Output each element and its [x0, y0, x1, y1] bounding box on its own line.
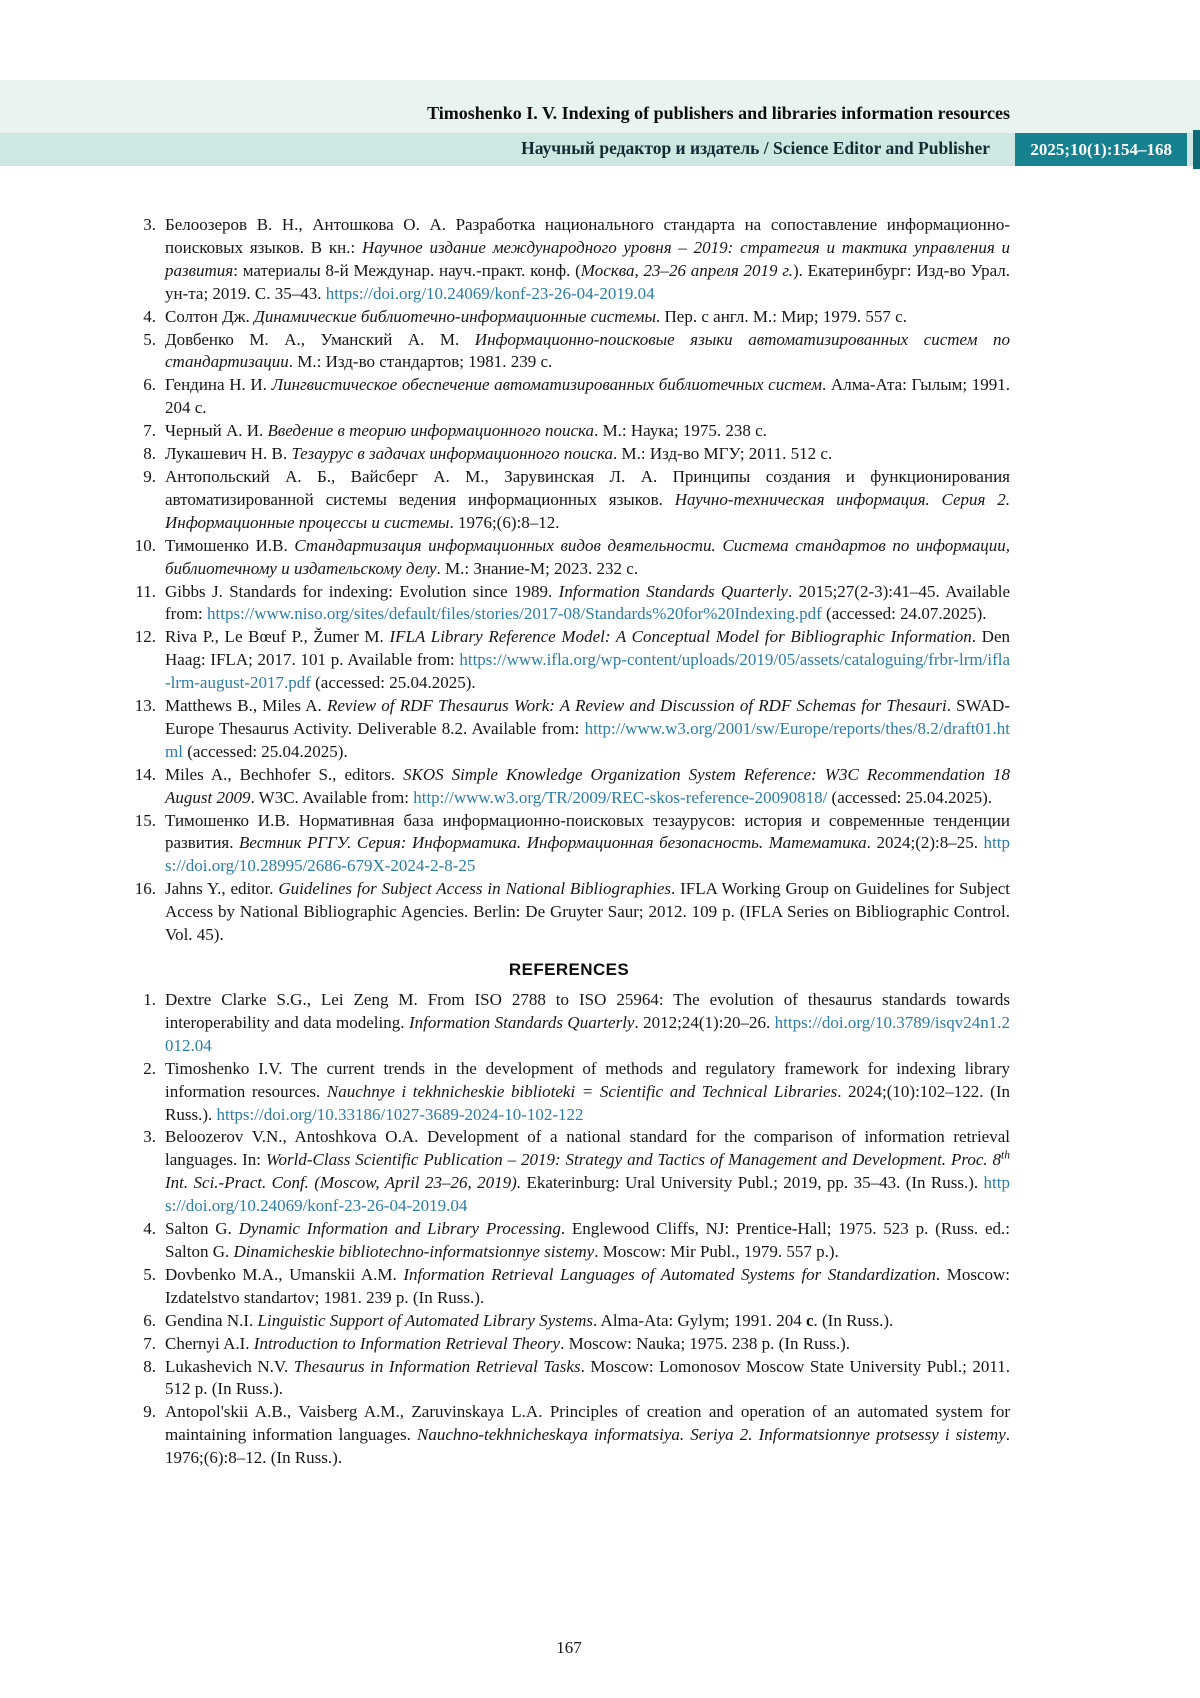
reference-link[interactable]: https://doi.org/10.24069/konf-23-26-04-2019.04 — [325, 283, 655, 303]
reference-item — [128, 1218, 1010, 1264]
reference-segment: . (In Russ.). — [813, 1310, 894, 1330]
reference-segment: Белоозеров В. Н., Антошкова О. А. Разработка национального стандарта на сопоставление информационно-поисковых языков. В кн.: — [165, 215, 1010, 257]
english-reference-list — [128, 989, 1010, 1470]
reference-text — [165, 1126, 1010, 1218]
reference-number: 3. — [143, 215, 156, 234]
reference-segment: . W3C. Available from: — [250, 787, 414, 807]
reference-segment: : материалы 8-й Междунар. науч.-практ. конф. ( — [233, 260, 581, 280]
reference-segment: . М.: Знание-М; 2023. 232 с. — [436, 558, 639, 578]
reference-number: 5. — [143, 1264, 156, 1284]
reference-segment: Review of RDF Thesaurus Work: A Review and Discussion of RDF Schemas for Thesauri — [327, 696, 947, 716]
reference-segment: c — [805, 1310, 814, 1330]
reference-segment: . Englewood Cliffs, NJ: Prentice-Hall; 1975. 523 p. (Russ. ed.: Salton G. — [165, 1219, 1010, 1261]
reference-item — [128, 1264, 1010, 1310]
reference-number: 8. — [143, 1356, 156, 1376]
reference-segment: Dovbenko M.A., Umanskii A.M. — [165, 1264, 404, 1284]
reference-number: 1. — [143, 990, 156, 1009]
reference-segment: Стандартизация информационных видов деятельности. Система стандартов по информации, библиотечному и издательскому делу — [165, 535, 1011, 578]
journal-title: Научный редактор и издатель / Science Editor and Publisher — [521, 138, 990, 158]
reference-item — [128, 443, 1010, 466]
reference-segment: Guidelines for Subject Access in National Bibliographies — [278, 879, 671, 899]
reference-segment: Introduction to Information Retrieval Theory — [253, 1333, 561, 1353]
reference-segment: (accessed: 24.07.2025). — [821, 604, 987, 624]
reference-segment: . М.: Изд-во стандартов; 1981. 239 с. — [288, 352, 553, 372]
reference-number: 2. — [143, 1058, 156, 1078]
reference-segment: (accessed: 25.04.2025). — [182, 741, 348, 761]
reference-text — [165, 878, 1010, 947]
reference-text — [165, 1264, 1010, 1310]
reference-item — [128, 1356, 1010, 1402]
reference-text — [165, 1333, 1010, 1356]
reference-segment: Тимошенко И.В. Нормативная база информационно-поисковых тезаурусов: история и современные тенденции развития. — [165, 810, 1010, 853]
reference-number: 14. — [134, 764, 156, 784]
reference-text — [165, 1218, 1010, 1264]
page-number: 167 — [556, 1638, 582, 1657]
reference-segment: Linguistic Support of Automated Library Systems — [257, 1310, 593, 1330]
reference-link[interactable]: https://www.niso.org/sites/default/files/stories/2017-08/Standards%20for%20Indexing.pdf — [207, 604, 822, 624]
reference-segment: . Alma-Ata: Gylym; 1991. 204 — [592, 1310, 806, 1330]
reference-item — [128, 214, 1010, 306]
reference-item — [128, 1126, 1010, 1218]
reference-segment: Thesaurus in Information Retrieval Tasks — [293, 1356, 581, 1376]
reference-text — [165, 1058, 1010, 1127]
reference-item — [128, 581, 1010, 627]
reference-segment: . Moscow: Mir Publ., 1979. 557 p.). — [594, 1241, 839, 1261]
reference-item — [128, 1401, 1010, 1470]
reference-segment: Солтон Дж. — [165, 306, 254, 326]
reference-segment: Антопольский А. Б., Вайсберг А. М., Зарувинская Л. А. Принципы создания и функционирования автоматизированной системы ведения информационных языков. — [165, 466, 1010, 509]
reference-segment: Довбенко М. А., Уманский А. М. — [165, 329, 475, 349]
reference-item — [128, 535, 1010, 581]
reference-segment: . 1976;(6):8–12. — [449, 512, 560, 532]
reference-item — [128, 626, 1010, 695]
reference-segment: (accessed: 25.04.2025). — [310, 673, 476, 693]
reference-segment: Chernyi A.I. — [165, 1333, 254, 1353]
page-content — [0, 166, 1200, 1470]
reference-segment: th — [1001, 1148, 1011, 1162]
reference-segment: Information Standards Quarterly — [408, 1012, 635, 1032]
reference-segment: Научное издание международного уровня – 2019: стратегия и тактика управления и развития — [165, 237, 1010, 280]
reference-segment: Введение в теорию информационного поиска — [267, 421, 595, 441]
reference-segment: . Moscow: Lomonosov Moscow State University Publ.; 2011. 512 p. (In Russ.). — [165, 1356, 1010, 1399]
reference-segment: Information Standards Quarterly — [558, 581, 788, 601]
reference-item — [128, 878, 1010, 947]
reference-number: 4. — [143, 306, 156, 326]
running-head: Timoshenko I. V. Indexing of publishers and libraries information resources — [427, 103, 1010, 123]
reference-segment: ). Екатеринбург: Изд-во Урал. ун-та; 2019. С. 35–43. — [165, 260, 1010, 303]
reference-number: 16. — [134, 879, 156, 899]
reference-number: 9. — [143, 1402, 156, 1422]
reference-text — [165, 695, 1010, 764]
reference-number: 11. — [135, 581, 156, 601]
reference-segment: Лукашевич Н. В. — [165, 444, 292, 464]
reference-segment: Information Retrieval Languages of Automated Systems for Standardization — [403, 1264, 936, 1284]
reference-segment: Jahns Y., editor. — [165, 879, 279, 899]
reference-number: 7. — [143, 421, 156, 441]
reference-segment: IFLA Library Reference Model: A Conceptual Model for Bibliographic Information — [389, 627, 972, 647]
reference-segment: Гендина Н. И. — [165, 375, 272, 395]
reference-link[interactable]: https://doi.org/10.24069/konf-23-26-04-2019.04 — [165, 1173, 1010, 1216]
reference-segment: Dextre Clarke S.G., Lei Zeng M. From ISO 2788 to ISO 25964: The evolution of thesaurus standards towards interoperability and data modeling. — [165, 990, 1010, 1032]
reference-segment: Динамические библиотечно-информационные системы — [254, 306, 657, 326]
reference-link[interactable]: http://www.w3.org/TR/2009/REC-skos-reference-20090818/ — [413, 787, 828, 807]
reference-segment: Ekaterinburg: Ural University Publ.; 2019, pp. 35–43. (In Russ.). — [521, 1173, 984, 1193]
reference-item — [128, 1333, 1010, 1356]
reference-segment: . 1976;(6):8–12. (In Russ.). — [165, 1425, 1010, 1468]
reference-link[interactable]: https://doi.org/10.28995/2686-679X-2024-2-8-25 — [165, 833, 1010, 876]
reference-item — [128, 374, 1010, 420]
issue-badge: 2025;10(1):154–168 — [1015, 133, 1187, 166]
reference-segment: Москва, 23–26 апреля 2019 г. — [580, 260, 793, 280]
header-edge-bar — [1193, 130, 1200, 169]
reference-segment: Salton G. — [165, 1219, 239, 1239]
reference-text — [165, 810, 1010, 879]
reference-segment: Черный А. И. — [165, 421, 268, 441]
reference-text — [165, 374, 1010, 420]
reference-item — [128, 306, 1010, 329]
reference-segment: . SWAD-Europe Thesaurus Activity. Deliverable 8.2. Available from: — [165, 696, 1010, 738]
reference-item — [128, 329, 1010, 375]
reference-number: 9. — [143, 466, 156, 486]
reference-segment: . Алма-Ата: Гылым; 1991. 204 с. — [165, 375, 1010, 418]
reference-segment: (accessed: 25.04.2025). — [827, 787, 993, 807]
page-header — [0, 80, 1200, 166]
reference-segment: Тезаурус в задачах информационного поиска — [291, 444, 613, 464]
references-heading: REFERENCES — [508, 960, 630, 979]
reference-segment: Nauchno-tekhnicheskaya informatsiya. Seriya 2. Informatsionnye protsessy i sistemy — [416, 1425, 1006, 1445]
reference-link[interactable]: https://doi.org/10.3789/isqv24n1.2012.04 — [165, 1012, 1010, 1055]
reference-segment: . 2012;24(1):20–26. — [634, 1012, 775, 1032]
reference-segment: Dynamic Information and Library Processing — [238, 1219, 561, 1239]
reference-text — [165, 306, 1010, 329]
reference-segment: Beloozerov V.N., Antoshkova O.A. Development of a national standard for the comparison of information retrieval languages. In: — [165, 1127, 1010, 1170]
reference-segment: Timoshenko I.V. The current trends in the development of methods and regulatory framework for indexing library information resources. — [165, 1058, 1010, 1101]
reference-item — [128, 764, 1010, 810]
reference-segment: Научно-техническая информация. Серия 2. Информационные процессы и системы — [165, 489, 1010, 532]
reference-text — [165, 1356, 1010, 1402]
reference-text — [165, 535, 1010, 581]
reference-segment: Вестник РГГУ. Серия: Информатика. Информационная безопасность. Математика — [239, 833, 867, 853]
reference-segment: . М.: Наука; 1975. 238 с. — [594, 421, 767, 441]
reference-number: 13. — [134, 696, 156, 716]
reference-text — [165, 764, 1010, 810]
running-head-band — [0, 80, 1200, 133]
reference-segment: Тимошенко И.В. — [165, 535, 295, 555]
reference-segment: Miles A., Bechhofer S., editors. — [165, 764, 404, 784]
reference-text — [165, 466, 1010, 535]
reference-text — [165, 329, 1010, 375]
reference-number: 6. — [143, 375, 156, 395]
reference-segment: Antopol'skii A.B., Vaisberg A.M., Zaruvinskaya L.A. Principles of creation and operation of an automated system for maintaining information languages. — [165, 1402, 1010, 1445]
reference-number: 12. — [134, 627, 156, 647]
reference-segment: . 2024;(10):102–122. (In Russ.). — [165, 1081, 1010, 1124]
journal-band — [0, 133, 1200, 166]
reference-segment: Информационно-поисковые языки автоматизированных систем по стандартизации — [165, 329, 1011, 372]
reference-item — [128, 466, 1010, 535]
reference-item — [128, 1058, 1010, 1127]
reference-link[interactable]: https://www.ifla.org/wp-content/uploads/2019/05/assets/cataloguing/frbr-lrm/ifla-lrm-august-2017.pdf — [165, 650, 1010, 693]
reference-segment: Riva P., Le Bœuf P., Žumer M. — [165, 627, 390, 647]
reference-segment: . 2024;(2):8–25. — [866, 833, 984, 853]
russian-reference-list — [128, 214, 1010, 947]
reference-segment: Matthews B., Miles A. — [165, 696, 327, 716]
reference-link[interactable]: https://doi.org/10.33186/1027-3689-2024-10-102-122 — [216, 1104, 584, 1124]
reference-number: 3. — [143, 1127, 156, 1147]
reference-number: 15. — [134, 810, 156, 830]
reference-segment: Nauchnye i tekhnicheskie biblioteki = Scientific and Technical Libraries — [326, 1081, 838, 1101]
reference-text — [165, 1310, 1010, 1333]
reference-number: 7. — [143, 1333, 156, 1353]
reference-item — [128, 1310, 1010, 1333]
reference-text — [165, 989, 1010, 1058]
reference-segment: . IFLA Working Group on Guidelines for Subject Access by National Bibliographic Agencies. Berlin: De Gruyter Saur; 2012. 109 p. (IFLA Series on Bibliographic Control. Vol. 45). — [165, 879, 1010, 945]
reference-segment: . Пер. с англ. М.: Мир; 1979. 557 с. — [656, 306, 907, 326]
reference-number: 6. — [143, 1310, 156, 1330]
reference-item — [128, 810, 1010, 879]
reference-segment: Dinamicheskie bibliotechno-informatsionnye sistemy — [233, 1241, 595, 1261]
reference-number: 8. — [143, 444, 156, 464]
reference-item — [128, 989, 1010, 1058]
reference-item — [128, 695, 1010, 764]
reference-text — [165, 581, 1010, 627]
reference-text — [165, 443, 1010, 466]
reference-link[interactable]: http://www.w3.org/2001/sw/Europe/reports/thes/8.2/draft01.html — [165, 718, 1010, 761]
reference-segment: Лингвистическое обеспечение автоматизированных библиотечных систем — [271, 375, 823, 395]
reference-text — [165, 420, 1010, 443]
reference-segment: . М.: Изд-во МГУ; 2011. 512 с. — [613, 444, 833, 464]
reference-segment: . 2015;27(2-3):41–45. Available from: — [165, 581, 1010, 624]
reference-segment: . Den Haag: IFLA; 2017. 101 p. Available from: — [165, 627, 1010, 670]
reference-text — [165, 626, 1010, 695]
reference-segment: Gibbs J. Standards for indexing: Evolution since 1989. — [165, 581, 559, 601]
reference-segment: World-Class Scientific Publication – 2019: Strategy and Tactics of Management and Development. Proc. 8 — [265, 1150, 1002, 1170]
reference-segment: Lukashevich N.V. — [165, 1356, 294, 1376]
reference-number: 4. — [143, 1219, 156, 1239]
reference-item — [128, 420, 1010, 443]
reference-number: 5. — [143, 329, 156, 349]
reference-number: 10. — [134, 535, 156, 555]
reference-segment: Gendina N.I. — [165, 1310, 258, 1330]
reference-text — [165, 1401, 1010, 1470]
reference-segment: . Moscow: Izdatelstvo standartov; 1981. 239 p. (In Russ.). — [165, 1264, 1011, 1307]
reference-segment: SKOS Simple Knowledge Organization System Reference: W3C Recommendation 18 August 2009 — [165, 764, 1010, 807]
reference-segment: Int. Sci.-Pract. Conf. (Moscow, April 23–26, 2019). — [165, 1173, 522, 1193]
reference-segment: . Moscow: Nauka; 1975. 238 p. (In Russ.). — [560, 1333, 850, 1353]
reference-text — [165, 214, 1010, 306]
